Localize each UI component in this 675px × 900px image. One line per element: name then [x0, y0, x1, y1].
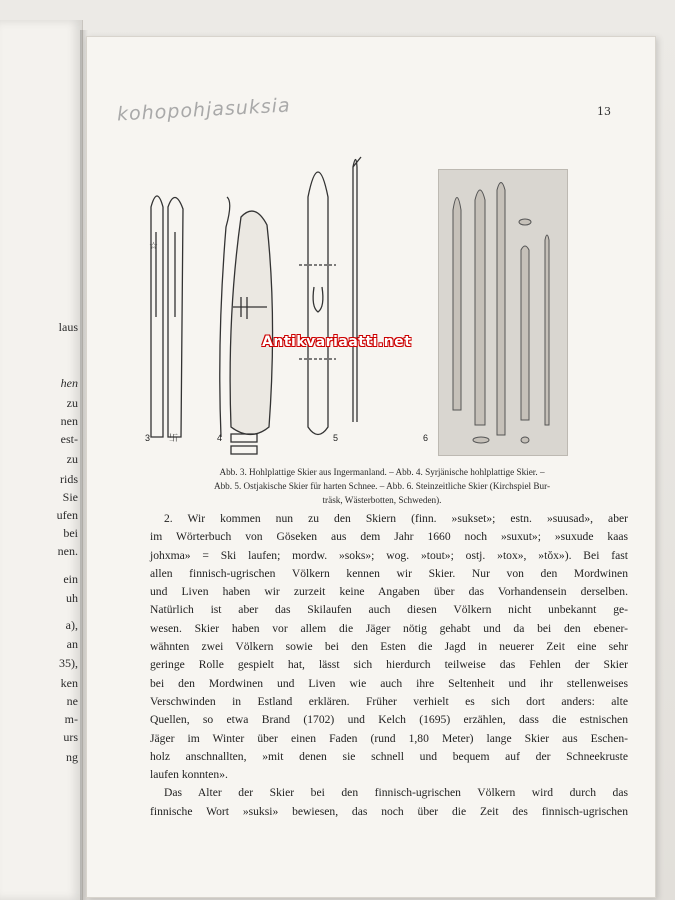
text-line: finnische Wort »suksi» bewiesen, das noch über die Zeit des finnisch-ugrischen [150, 804, 628, 818]
figure-4-drawing [220, 197, 273, 454]
left-page-fragment: 35), [59, 656, 78, 670]
left-page-fragment: ken [60, 676, 78, 690]
caption-line: träsk, Wästerbotten, Schweden). [322, 495, 442, 505]
left-page-fragment: a), [65, 618, 78, 632]
left-page-fragment: est- [60, 432, 78, 446]
left-page-fragment: hen [60, 376, 78, 390]
left-page-edge [0, 20, 83, 900]
figure-6-photo [438, 169, 568, 456]
text-line: Jäger im Winter über einen Faden (rund 1,80 Meter) lange Skier aus Eschen- [150, 731, 628, 745]
left-page-fragment: zu [66, 396, 78, 410]
body-text [150, 510, 628, 821]
left-page-fragment: an [66, 637, 78, 651]
left-page-fragment: bei [63, 526, 78, 540]
text-line: holz anschnallten, »mit denen sie schnell und bequem auf der Schneekruste [150, 749, 628, 763]
left-page-fragment: Sie [62, 490, 78, 504]
text-line: Das Alter der Skier bei den finnisch-ugrischen Völkern wird durch das [164, 786, 628, 800]
text-line: wähnten zwei Völkern sowie bei den Esten die Jagd in neuerer Zeit eine sehr [150, 640, 628, 654]
watermark: Antikvariaatti.net [262, 334, 412, 350]
text-line: johxma» = Ski laufen; mordw. »soks»; wog. »tout»; ostj. »tox», »tŏx»). Bei fast [150, 548, 628, 562]
left-page-fragment: uh [66, 591, 78, 605]
left-page-fragment: nen [60, 414, 78, 428]
text-line: im Wörterbuch von Göseken aus dem Jahr 1660 noch »suxut»; »suxude kaas [150, 530, 628, 544]
figure-label-5: 5 [333, 433, 339, 443]
stone-age-skis-photo [439, 170, 567, 455]
figure-3-drawing [149, 196, 183, 444]
text-line: wesen. Skier haben vor allem die Jäger nötig gehabt und da bei den ebener- [150, 621, 628, 635]
svg-text:卐: 卐 [169, 434, 179, 444]
page-number: 13 [597, 105, 611, 118]
text-line: und Liven haben wir zurzeit keine Angaben über das Vorhandensein derselben. [150, 585, 628, 599]
figure-label-3: 3 [145, 433, 151, 443]
text-line: Quellen, so etwa Brand (1702) und Kelch (1695) erzählen, dass die estnischen [150, 713, 628, 727]
left-page-fragment: urs [63, 730, 78, 744]
text-line: geringe Rolle gespielt hat, lässt sich hierdurch teilweise das Fehlen der Skier [150, 658, 628, 672]
figure-label-4: 4 [217, 433, 223, 443]
ski-illustrations [123, 137, 633, 457]
text-line: Natürlich ist aber das Skilaufen auch diesen Völkern nicht unbekannt ge- [150, 603, 628, 617]
book-page [86, 36, 656, 898]
figure-5-drawing [299, 157, 361, 435]
left-page-fragment: ng [66, 750, 78, 764]
figure-label-6: 6 [423, 433, 429, 443]
text-line: allen finnisch-ugrischen Völkern kennen wir Skier. Nur von den Mordwinen [150, 566, 628, 580]
text-line: 2. Wir kommen nun zu den Skiern (finn. »sukset»; estn. »suusad», aber [164, 512, 628, 525]
left-page-fragment: rids [60, 472, 78, 486]
svg-text:☆: ☆ [149, 241, 158, 252]
handwritten-note: kohopohjasuksia [116, 94, 292, 126]
text-line: laufen konnten». [150, 768, 228, 782]
left-page-fragment: laus [58, 320, 78, 334]
caption-line: Abb. 3. Hohlplattige Skier aus Ingermanland. – Abb. 4. Syrjänische hohlplattige Skier. – [219, 467, 545, 477]
text-line: bei den Mordwinen und Liven wie auch ihre Seltenheit und ihr stellenweises [150, 676, 628, 690]
left-page-fragment: ein [63, 572, 78, 586]
left-page-fragment: m- [64, 712, 78, 726]
caption-line: Abb. 5. Ostjakische Skier für harten Schnee. – Abb. 6. Steinzeitliche Skier (Kirchspiel Bur- [213, 481, 551, 491]
text-line: Verschwinden in Estland erklären. Früher verhielt es sich dort anders: alte [150, 694, 628, 708]
left-page-fragment: ufen [56, 508, 78, 522]
left-page-fragment: zu [66, 452, 78, 466]
figure-caption [147, 465, 617, 507]
left-page-fragment: nen. [57, 544, 78, 558]
left-page-fragment: ne [66, 694, 78, 708]
